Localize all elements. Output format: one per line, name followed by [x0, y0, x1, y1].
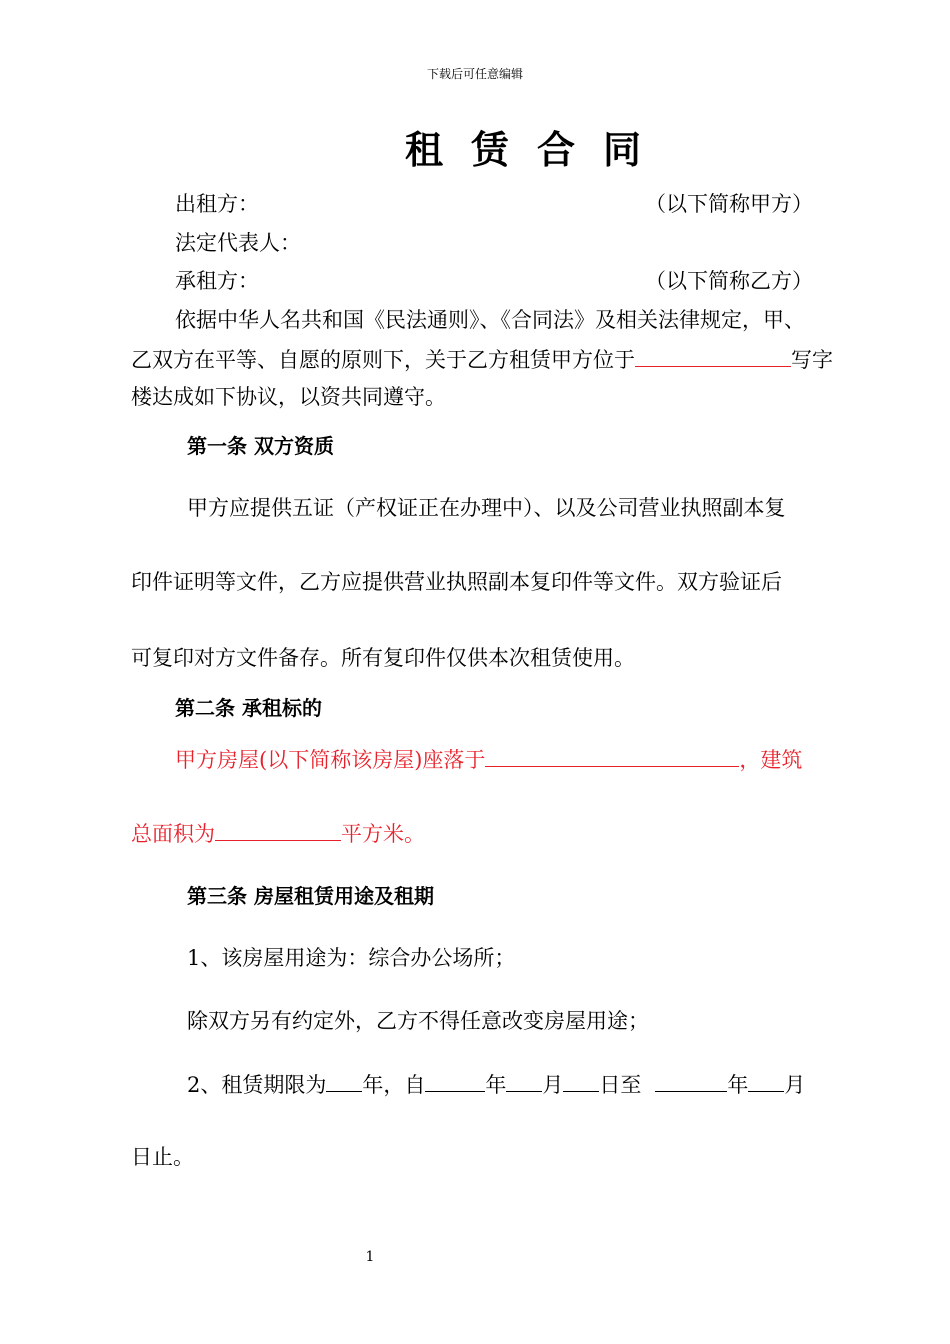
end-year-unit: 年 [727, 1073, 749, 1097]
house-address-blank[interactable] [485, 744, 739, 767]
article-2-line-1b: ，建筑 [739, 748, 803, 772]
end-month-blank[interactable] [748, 1069, 784, 1092]
header-note: 下载后可任意编辑 [426, 67, 523, 81]
page-number: 1 [365, 1249, 375, 1265]
lessor-label: 出租方： [175, 192, 259, 216]
article-3-item-1: 1、该房屋用途为：综合办公场所； [187, 946, 516, 970]
article-3-item-2-end: 日止。 [131, 1145, 194, 1169]
start-month-unit: 月 [542, 1073, 564, 1097]
preamble-line-3: 楼达成如下协议，以资共同遵守。 [131, 385, 446, 409]
start-year-unit: 年 [485, 1073, 507, 1097]
article-3-item-2 [187, 1069, 805, 1099]
article-1-line-2: 印件证明等文件，乙方应提供营业执照副本复印件等文件。双方验证后 [131, 570, 782, 594]
lessor-abbrev: （以下简称甲方） [645, 192, 813, 216]
lessee-abbrev: （以下简称乙方） [645, 269, 813, 293]
article-2-heading: 第二条 承租标的 [175, 696, 322, 720]
end-year-blank[interactable] [655, 1069, 727, 1092]
preamble-line-2a: 乙双方在平等、自愿的原则下，关于乙方租赁甲方位于 [131, 348, 635, 372]
article-1-line-3: 可复印对方文件备存。所有复印件仅供本次租赁使用。 [131, 646, 635, 670]
start-year-blank[interactable] [425, 1069, 485, 1092]
legal-rep-label: 法定代表人： [175, 231, 301, 255]
building-location-blank[interactable] [635, 344, 791, 367]
article-2-line-2 [131, 818, 425, 848]
article-2-line-2b: 平方米。 [341, 822, 425, 846]
article-2-line-2a: 总面积为 [131, 822, 215, 846]
article-2-line-1a: 甲方房屋(以下简称该房屋)座落于 [175, 748, 486, 772]
article-1-heading: 第一条 双方资质 [187, 434, 334, 458]
preamble-line-1: 依据中华人名共和国《民法通则》、《合同法》及相关法律规定，甲、 [175, 308, 805, 332]
floor-area-blank[interactable] [215, 818, 341, 841]
start-month-blank[interactable] [506, 1069, 542, 1092]
article-3-heading: 第三条 房屋租赁用途及租期 [187, 884, 434, 908]
article-3-item-1-note: 除双方另有约定外，乙方不得任意改变房屋用途； [187, 1009, 649, 1033]
preamble-line-2b: 写字 [791, 348, 833, 372]
article-2-line-1 [175, 744, 802, 774]
start-day-blank[interactable] [563, 1069, 599, 1092]
lessee-label: 承租方： [175, 269, 259, 293]
preamble-line-2 [131, 344, 833, 374]
lease-term-prefix: 2、租赁期限为 [187, 1073, 327, 1097]
start-day-to: 日至 [599, 1073, 642, 1097]
lease-year-unit: 年，自 [362, 1073, 426, 1097]
lease-years-blank[interactable] [326, 1069, 362, 1092]
article-1-line-1: 甲方应提供五证（产权证正在办理中）、以及公司营业执照副本复 [187, 496, 786, 520]
end-month-unit: 月 [784, 1073, 806, 1097]
document-title: 租赁合同 [404, 127, 669, 172]
